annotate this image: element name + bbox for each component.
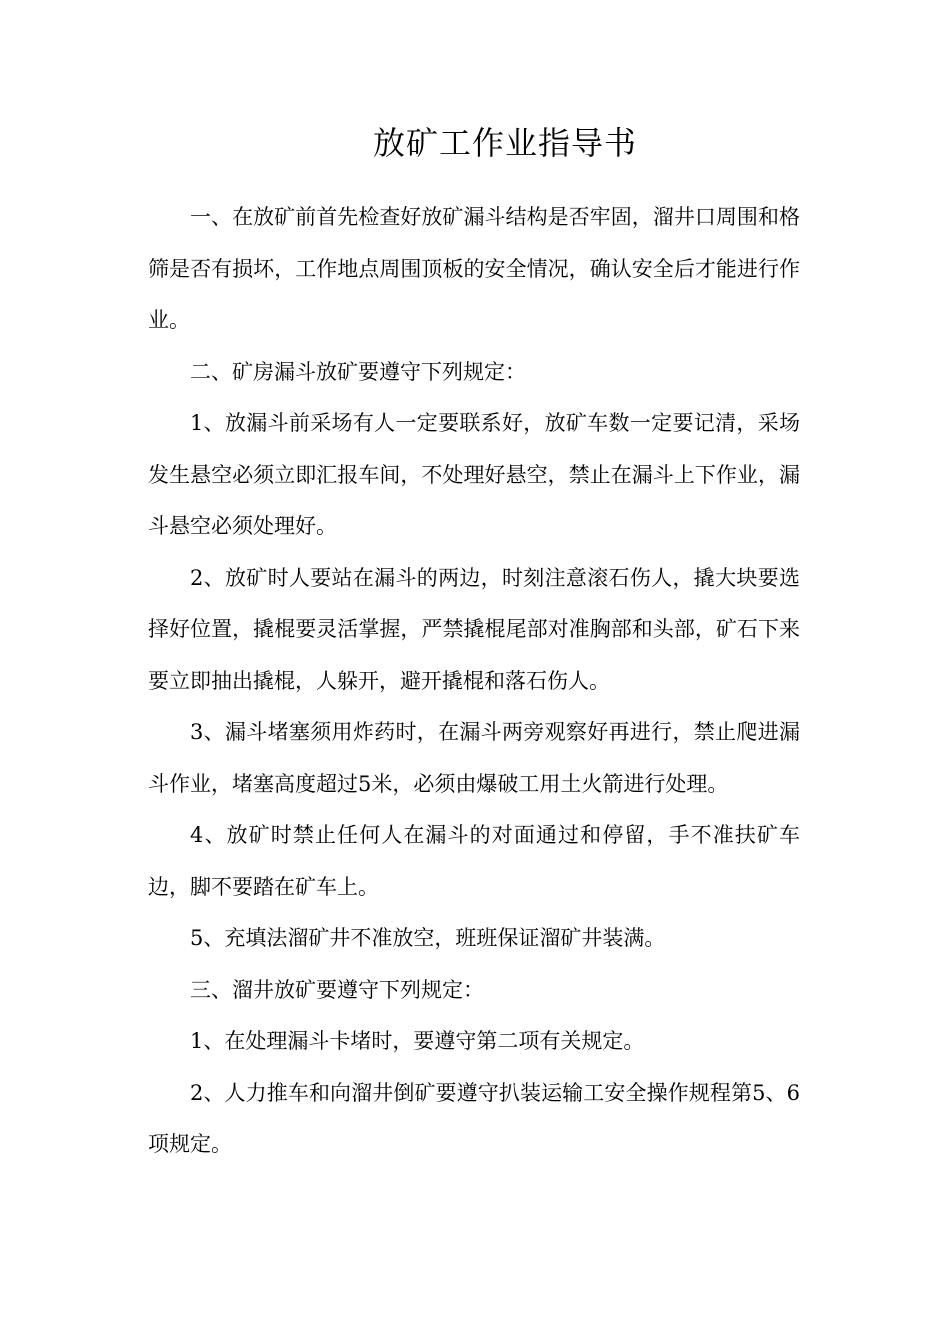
- document-title: 放矿工作业指导书: [372, 124, 637, 162]
- paragraph-9: 1、在处理漏斗卡堵时，要遵守第二项有关规定。: [190, 1029, 645, 1053]
- paragraph-6: 4、放矿时禁止任何人在漏斗的对面通过和停留，手不准扶矿车边，脚不要踏在矿车上。: [148, 823, 800, 899]
- paragraph-2: 二、矿房漏斗放矿要遵守下列规定：: [190, 359, 526, 384]
- paragraph-5: 3、漏斗堵塞须用炸药时，在漏斗两旁观察好再进行，禁止爬进漏斗作业，堵塞高度超过5米，必须由爆破工用土火箭进行处理。: [148, 720, 800, 796]
- paragraph-8: 三、溜井放矿要遵守下列规定：: [190, 977, 484, 1002]
- paragraph-7: 5、充填法溜矿井不准放空，班班保证溜矿井装满。: [190, 926, 666, 950]
- paragraph-4: 2、放矿时人要站在漏斗的两边，时刻注意滚石伤人，撬大块要选择好位置，撬棍要灵活掌握，严禁撬棍尾部对准胸部和头部，矿石下来要立即抽出撬棍，人躲开，避开撬棍和落石伤人。: [148, 565, 800, 693]
- paragraph-10: 2、人力推车和向溜井倒矿要遵守扒装运输工安全操作规程第5、6项规定。: [148, 1080, 800, 1156]
- document-body: [148, 192, 800, 1171]
- paragraph-1: 一、在放矿前首先检查好放矿漏斗结构是否牢固，溜井口周围和格筛是否有损坏，工作地点周围顶板的安全情况，确认安全后才能进行作业。: [148, 205, 800, 332]
- paragraph-3: 1、放漏斗前采场有人一定要联系好，放矿车数一定要记清，采场发生悬空必须立即汇报车间，不处理好悬空，禁止在漏斗上下作业，漏斗悬空必须处理好。: [148, 411, 800, 538]
